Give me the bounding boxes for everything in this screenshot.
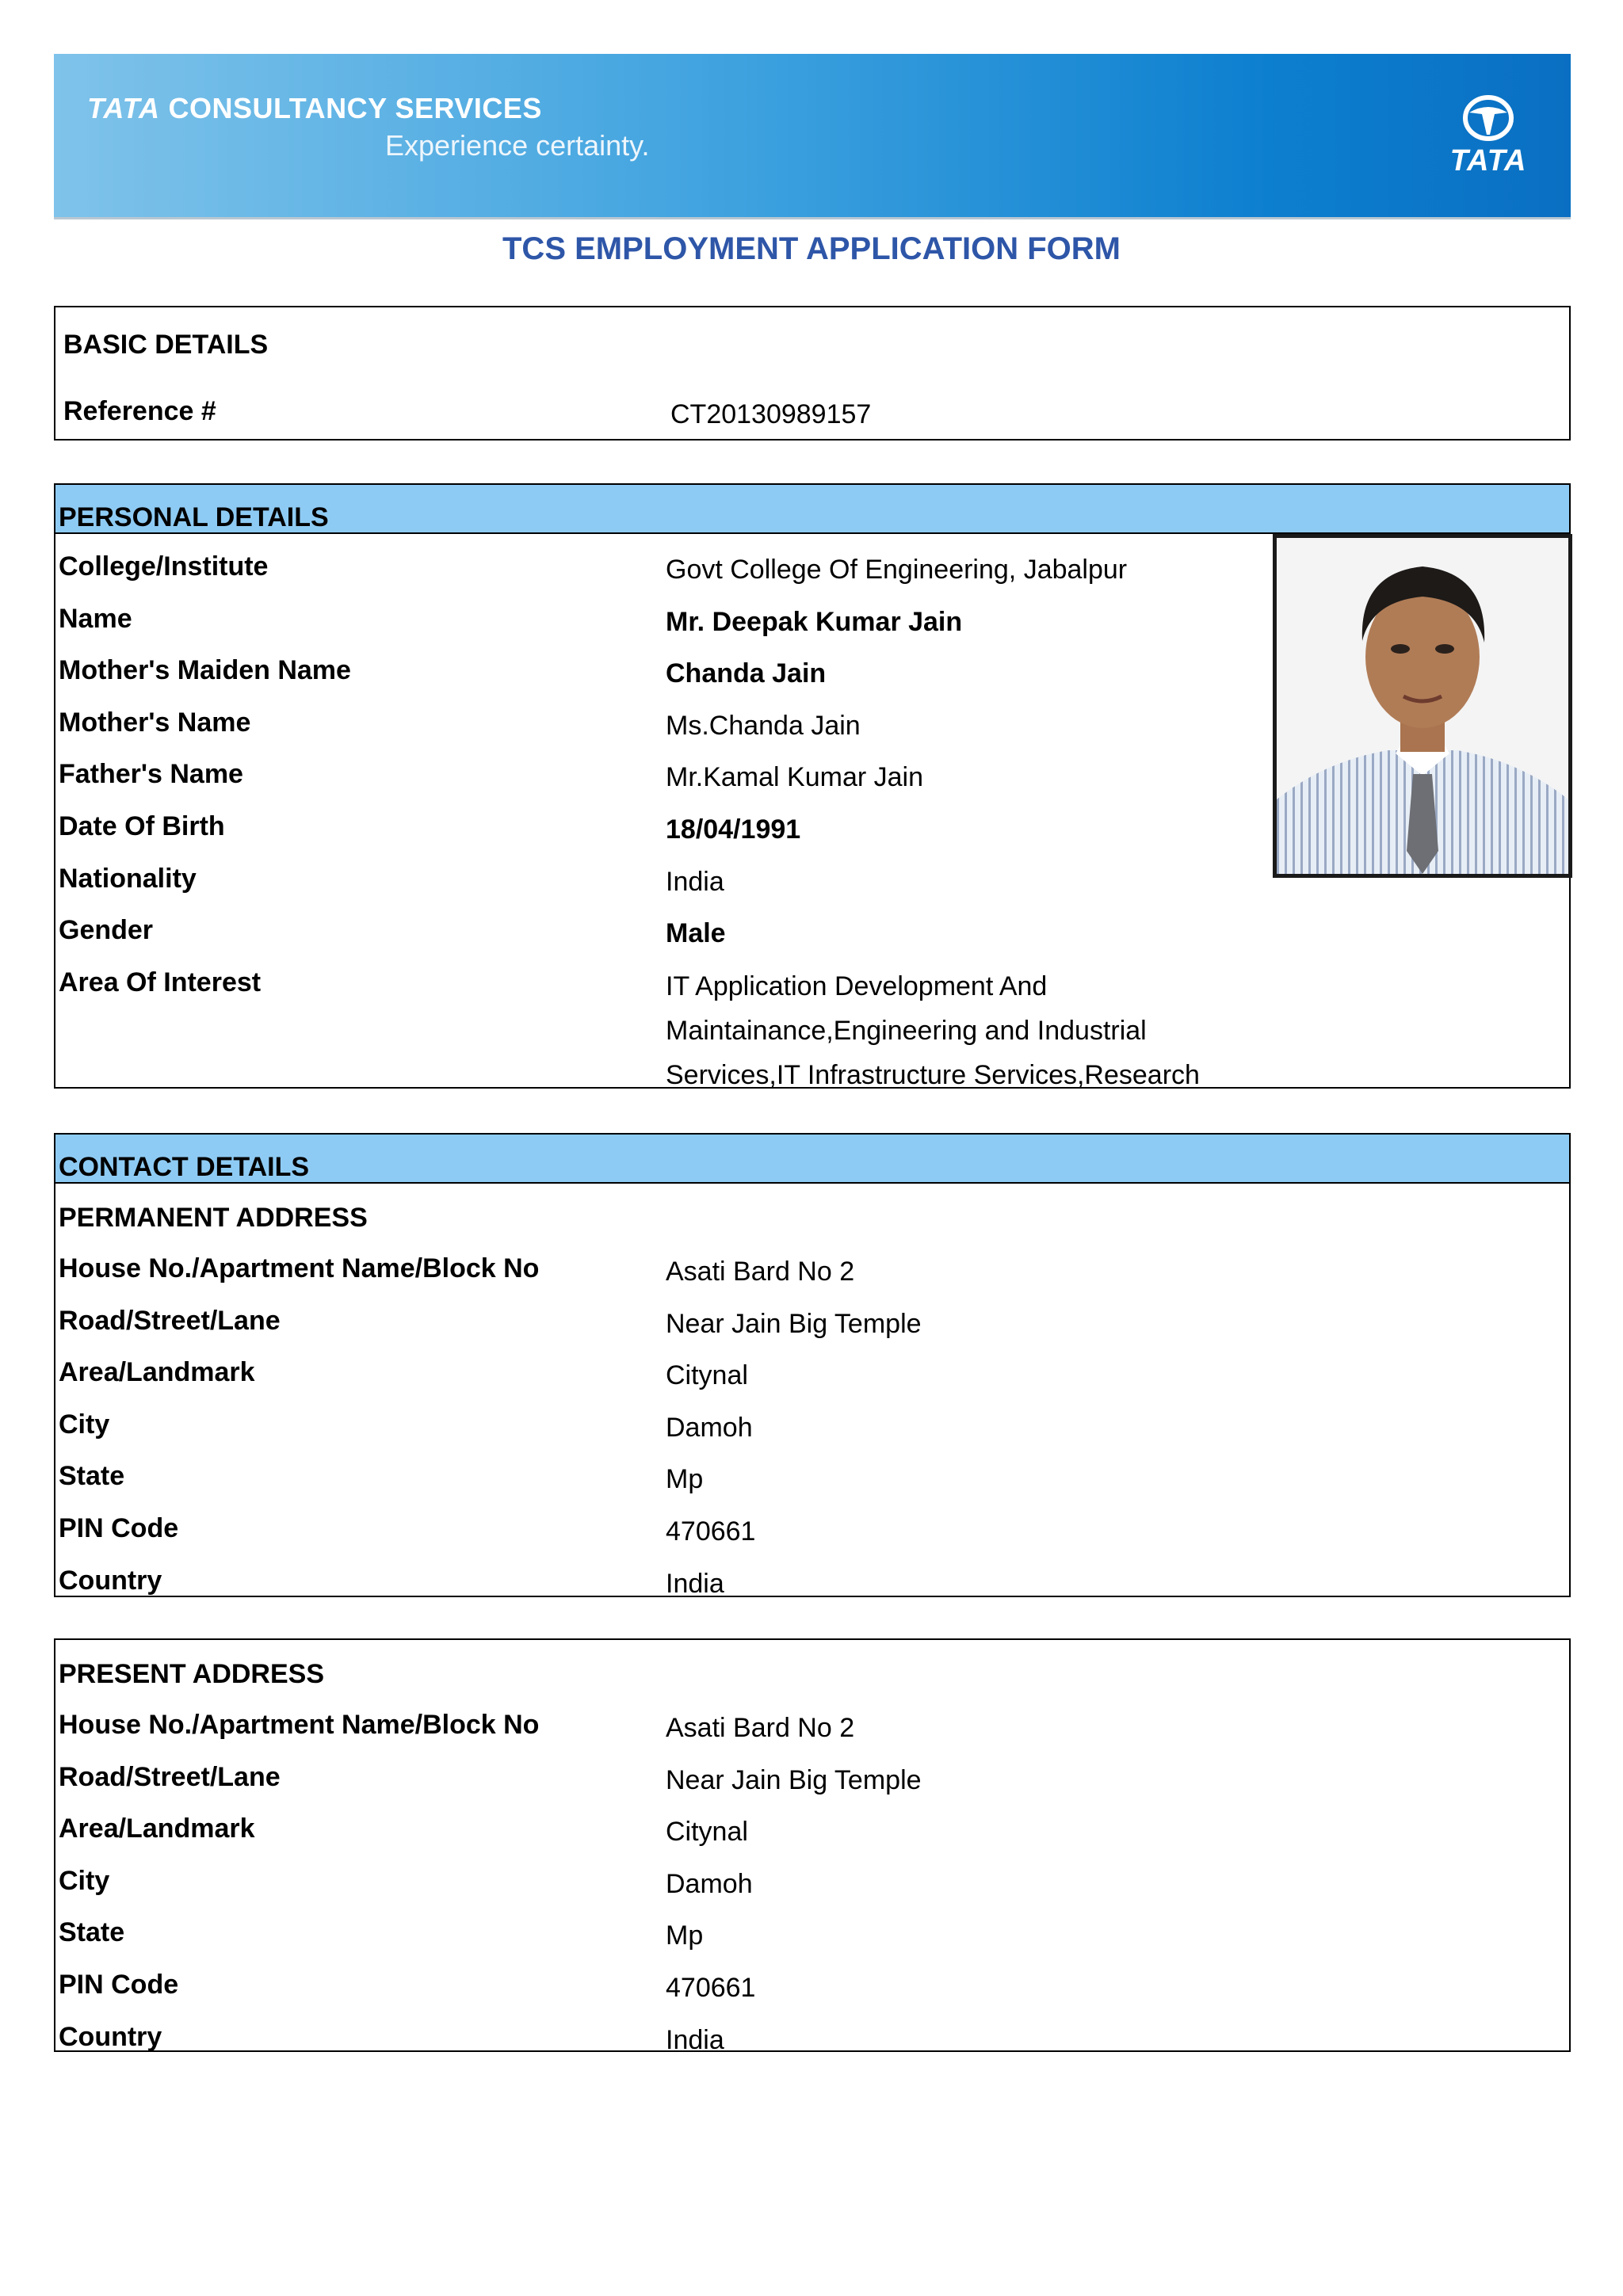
form-row: [55, 1710, 1569, 1762]
field-label: House No./Apartment Name/Block No: [59, 1710, 540, 1740]
field-label: PIN Code: [59, 1970, 179, 2000]
form-row: [55, 1762, 1569, 1814]
field-value: India: [666, 1568, 724, 1599]
field-label: City: [59, 1865, 110, 1896]
present-address-section: [54, 1638, 1571, 2055]
basic-details-title: BASIC DETAILS: [63, 330, 269, 360]
form-row: [55, 2022, 1569, 2074]
field-value: Mp: [666, 1920, 704, 1951]
field-value: Govt College Of Engineering, Jabalpur: [666, 555, 1128, 585]
field-label: Country: [59, 2021, 162, 2052]
field-value: Damoh: [666, 1868, 753, 1899]
field-value: Citynal: [666, 1360, 748, 1391]
field-value: IT Application Development And Maintainance,Engineering and Industrial Services,IT Infrastructure Services,Research: [666, 971, 1200, 1090]
field-label: City: [59, 1409, 110, 1440]
field-value: India: [666, 866, 724, 897]
field-value: Mr.Kamal Kumar Jain: [666, 762, 923, 793]
field-label: House No./Apartment Name/Block No: [59, 1253, 540, 1283]
contact-details-section: [54, 1133, 1571, 1597]
field-label: Area/Landmark: [59, 1814, 255, 1844]
personal-details-section: [54, 483, 1571, 1089]
field-label: Date Of Birth: [59, 811, 225, 841]
field-value: 470661: [666, 1973, 756, 2003]
tata-logo-text: TATA: [1449, 144, 1527, 177]
field-label: Father's Name: [59, 759, 243, 790]
field-label: Road/Street/Lane: [59, 1761, 281, 1792]
form-row: [55, 1866, 1569, 1918]
form-row: [55, 915, 1569, 967]
field-value: Near Jain Big Temple: [666, 1764, 922, 1795]
form-row: [55, 759, 1569, 811]
form-row: [55, 1566, 1569, 1618]
form-row: [55, 1461, 1569, 1513]
field-value: India: [666, 2024, 724, 2055]
form-row: [55, 1357, 1569, 1409]
form-row: [55, 811, 1569, 864]
field-value: 470661: [666, 1516, 756, 1547]
field-value: Mr. Deepak Kumar Jain: [666, 606, 963, 637]
company-name: TATA CONSULTANCY SERVICES: [87, 92, 542, 124]
form-row: [55, 1409, 1569, 1462]
field-value: Asati Bard No 2: [666, 1257, 855, 1287]
present-address-title: PRESENT ADDRESS: [59, 1659, 325, 1689]
form-row: [55, 967, 1569, 1090]
field-value: Ms.Chanda Jain: [666, 710, 861, 741]
header-banner: [54, 54, 1571, 219]
field-value: Near Jain Big Temple: [666, 1308, 922, 1339]
field-label: Name: [59, 603, 132, 634]
field-label: Area Of Interest: [59, 967, 262, 997]
field-label: Area/Landmark: [59, 1357, 255, 1388]
field-value: Damoh: [666, 1412, 753, 1443]
reference-label: Reference #: [63, 396, 216, 426]
form-row: [55, 1917, 1569, 1970]
form-row: [55, 1513, 1569, 1566]
field-label: State: [59, 1461, 125, 1492]
field-value: 18/04/1991: [666, 814, 801, 845]
form-row: [55, 604, 1569, 656]
form-row: [55, 864, 1569, 916]
form-row: [55, 551, 1569, 604]
contact-details-header: CONTACT DETAILS: [55, 1135, 1569, 1184]
form-row: [55, 655, 1569, 707]
tata-emblem-icon: [1463, 95, 1514, 141]
field-value: Asati Bard No 2: [666, 1713, 855, 1743]
field-label: Mother's Maiden Name: [59, 655, 351, 686]
field-label: College/Institute: [59, 551, 269, 582]
field-label: Mother's Name: [59, 707, 251, 738]
reference-value: CT20130989157: [670, 399, 872, 429]
field-label: Road/Street/Lane: [59, 1305, 281, 1336]
field-value: Mp: [666, 1464, 704, 1495]
form-row: [55, 1970, 1569, 2022]
company-tagline: Experience certainty.: [385, 129, 650, 162]
form-title: TCS EMPLOYMENT APPLICATION FORM: [502, 231, 1121, 266]
field-label: PIN Code: [59, 1513, 179, 1543]
field-label: State: [59, 1917, 125, 1948]
field-value: Male: [666, 918, 726, 949]
field-label: Nationality: [59, 863, 197, 894]
field-value: Citynal: [666, 1817, 748, 1848]
field-value: Chanda Jain: [666, 658, 827, 689]
basic-details-section: [54, 306, 1571, 441]
form-row: [55, 707, 1569, 760]
field-label: Gender: [59, 915, 154, 946]
permanent-address-title: PERMANENT ADDRESS: [59, 1203, 368, 1233]
form-row: [55, 1306, 1569, 1358]
form-row: [55, 1253, 1569, 1306]
tata-logo: [1441, 95, 1536, 190]
field-label: Country: [59, 1565, 162, 1596]
form-row: [55, 1814, 1569, 1866]
personal-details-header: PERSONAL DETAILS: [55, 485, 1569, 534]
